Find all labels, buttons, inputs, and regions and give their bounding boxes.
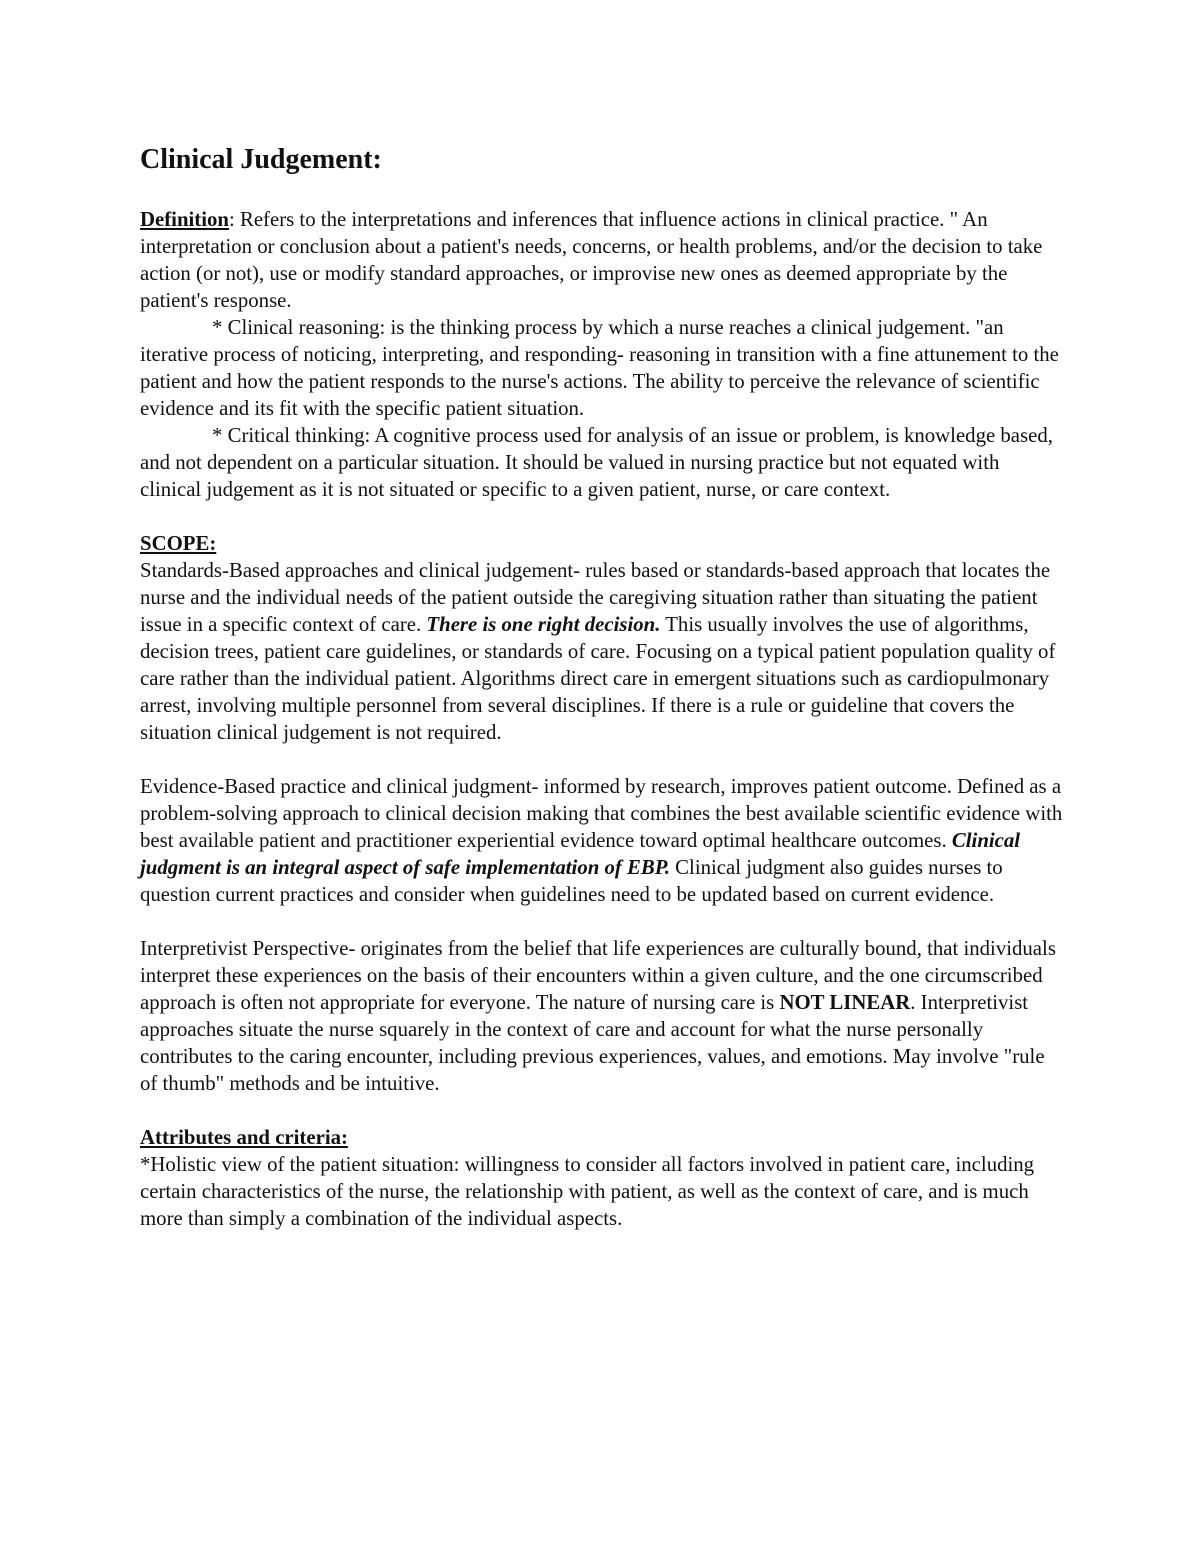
- evidence-text-after: Clinical judgment also guides nurses to question current practices and consider when guidelines need to be updated based on current evidence.: [140, 856, 1003, 906]
- definition-text: : Refers to the interpretations and inferences that influence actions in clinical practice. " An interpretation or conclusion about a patient's needs, concerns, or health problems, and/or the decision to take action (or not), use or modify standard approaches, or improvise new ones as deemed appropriate by the patient's response.: [140, 208, 1043, 312]
- attributes-heading: Attributes and criteria:: [140, 1126, 348, 1149]
- standards-text-before: Standards-Based approaches and clinical judgement- rules based or standards-based approach that locates the nurse and the individual needs of the patient outside the caregiving situation rather than situating the patient issue in a specific context of care.: [140, 559, 1051, 636]
- standards-emphasis: There is one right decision.: [426, 613, 661, 636]
- interpretivist-paragraph: [140, 935, 1065, 1097]
- definition-paragraph: [140, 206, 1065, 314]
- evidence-text-before: Evidence-Based practice and clinical judgment- informed by research, improves patient outcome. Defined as a problem-solving approach to clinical decision making that combines the best available scientific evidence with best available patient and practitioner experiential evidence toward optimal healthcare outcomes.: [140, 775, 1063, 852]
- standards-text-after: This usually involves the use of algorithms, decision trees, patient care guidelines, or standards of care. Focusing on a typical patient population quality of care rather than the individual patient. Algorithms direct care in emergent situations such as cardiopulmonary arrest, involving multiple personnel from several disciplines. If there is a rule or guideline that covers the situation clinical judgement is not required.: [140, 613, 1056, 744]
- standards-paragraph: [140, 557, 1065, 746]
- spacer: [140, 746, 1065, 773]
- page-title: Clinical Judgement:: [140, 144, 382, 175]
- interpretivist-emphasis: NOT LINEAR: [779, 991, 911, 1014]
- spacer: [140, 908, 1065, 935]
- evidence-paragraph: [140, 773, 1065, 908]
- scope-heading: SCOPE:: [140, 532, 217, 555]
- critical-thinking-paragraph: * Critical thinking: A cognitive process used for analysis of an issue or problem, is knowledge based, and not dependent on a particular situation. It should be valued in nursing practice but not equated with clinical judgement as it is not situated or specific to a given patient, nurse, or care context.: [140, 424, 1053, 501]
- interpretivist-text-before: Interpretivist Perspective- originates from the belief that life experiences are culturally bound, that individuals interpret these experiences on the basis of their encounters within a given culture, and the one circumscribed approach is often not appropriate for everyone. The nature of nursing care is: [140, 937, 1056, 1014]
- interpretivist-text-after: . Interpretivist approaches situate the nurse squarely in the context of care and account for what the nurse personally contributes to the caring encounter, including previous experiences, values, and emotions. May involve "rule of thumb" methods and be intuitive.: [140, 991, 1045, 1095]
- document-page: [140, 140, 1065, 1232]
- spacer: [140, 1097, 1065, 1124]
- clinical-reasoning-paragraph: * Clinical reasoning: is the thinking process by which a nurse reaches a clinical judgement. "an iterative process of noticing, interpreting, and responding- reasoning in transition with a fine attunement to the patient and how the patient responds to the nurse's actions. The ability to perceive the relevance of scientific evidence and its fit with the specific patient situation.: [140, 316, 1059, 420]
- holistic-paragraph: *Holistic view of the patient situation: willingness to consider all factors involved in patient care, including certain characteristics of the nurse, the relationship with patient, as well as the context of care, and is much more than simply a combination of the individual aspects.: [140, 1153, 1035, 1230]
- spacer: [140, 503, 1065, 530]
- evidence-emphasis: Clinical judgment is an integral aspect of safe implementation of EBP.: [140, 829, 1021, 879]
- definition-label: Definition: [140, 208, 229, 231]
